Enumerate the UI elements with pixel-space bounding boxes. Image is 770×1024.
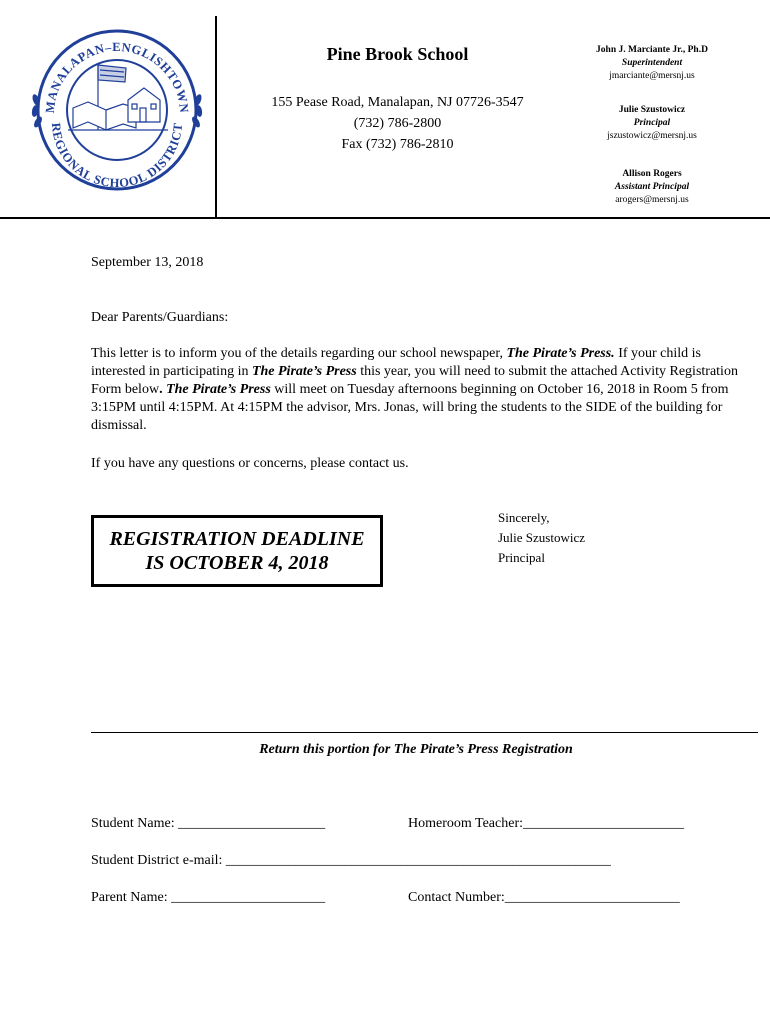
signer-name: Julie Szustowicz [498, 530, 586, 545]
return-portion-title: Return this portion for The Pirate’s Press Registration [259, 742, 573, 757]
staff-email: jszustowicz@mersnj.us [607, 131, 697, 141]
school-address: 155 Pease Road, Manalapan, NJ 07726-3547 [271, 95, 524, 110]
signature-block [498, 508, 585, 568]
staff-title: Assistant Principal [614, 182, 690, 192]
registration-deadline-box [91, 515, 383, 587]
school-name: Pine Brook School [326, 44, 469, 64]
letterhead-divider-horizontal [0, 217, 770, 219]
staff-title: Superintendent [621, 58, 683, 68]
seal-bottom-text: REGIONAL SCHOOL DISTRICT [48, 122, 186, 191]
school-district-seal [28, 18, 206, 196]
seal-top-text: MANALAPAN–ENGLISHTOWN [42, 39, 192, 114]
staff-superintendent [556, 44, 748, 83]
letter-body-paragraph: This letter is to inform you of the details regarding our school newspaper, The Pirate’s Press. If your child is interested in participating in The Pirate’s Press this year, you will need to submit the attached Activity Registration Form below. The Pirate’s Press will meet on Tuesday afternoons beginning on October 16, 2018 in Room 5 from 3:15PM until 4:15PM. At 4:15PM the advisor, Mrs. Jonas, will bring the students to the SIDE of the building for dismissal. [91, 346, 738, 433]
staff-title: Principal [633, 118, 671, 128]
tear-off-line [91, 732, 758, 733]
staff-principal [556, 104, 748, 143]
staff-name: Julie Szustowicz [618, 105, 686, 115]
deadline-line-2: IS OCTOBER 4, 2018 [145, 552, 329, 574]
signer-title: Principal [498, 550, 545, 565]
letter-salutation: Dear Parents/Guardians: [91, 310, 229, 325]
student-district-email-field[interactable]: Student District e-mail: _______________________________________________________ [91, 853, 611, 868]
newspaper-name: The Pirate’s Press. [506, 346, 615, 361]
staff-email: jmarciante@mersnj.us [609, 71, 695, 81]
school-fax: Fax (732) 786-2810 [341, 137, 454, 152]
newspaper-name: The Pirate’s Press [251, 364, 357, 379]
student-name-field[interactable]: Student Name: _____________________ [91, 816, 326, 831]
letterhead-divider-vertical [215, 16, 217, 218]
deadline-line-1: REGISTRATION DEADLINE [109, 528, 365, 550]
letter-date: September 13, 2018 [91, 255, 204, 270]
staff-name: John J. Marciante Jr., Ph.D [596, 45, 708, 55]
staff-assistant-principal [556, 168, 748, 207]
letter-contact-paragraph: If you have any questions or concerns, please contact us. [91, 456, 409, 471]
staff-email: arogers@mersnj.us [615, 195, 689, 205]
staff-name: Allison Rogers [622, 169, 682, 179]
parent-name-field[interactable]: Parent Name: ______________________ [91, 890, 326, 905]
school-phone: (732) 786-2800 [353, 116, 442, 131]
homeroom-teacher-field[interactable]: Homeroom Teacher:_______________________ [408, 816, 684, 831]
newspaper-name: The Pirate’s Press [166, 382, 271, 397]
contact-number-field[interactable]: Contact Number:_________________________ [408, 890, 680, 905]
closing: Sincerely, [498, 510, 550, 525]
svg-text:REGIONAL SCHOOL DISTRICT [49, 122, 185, 190]
